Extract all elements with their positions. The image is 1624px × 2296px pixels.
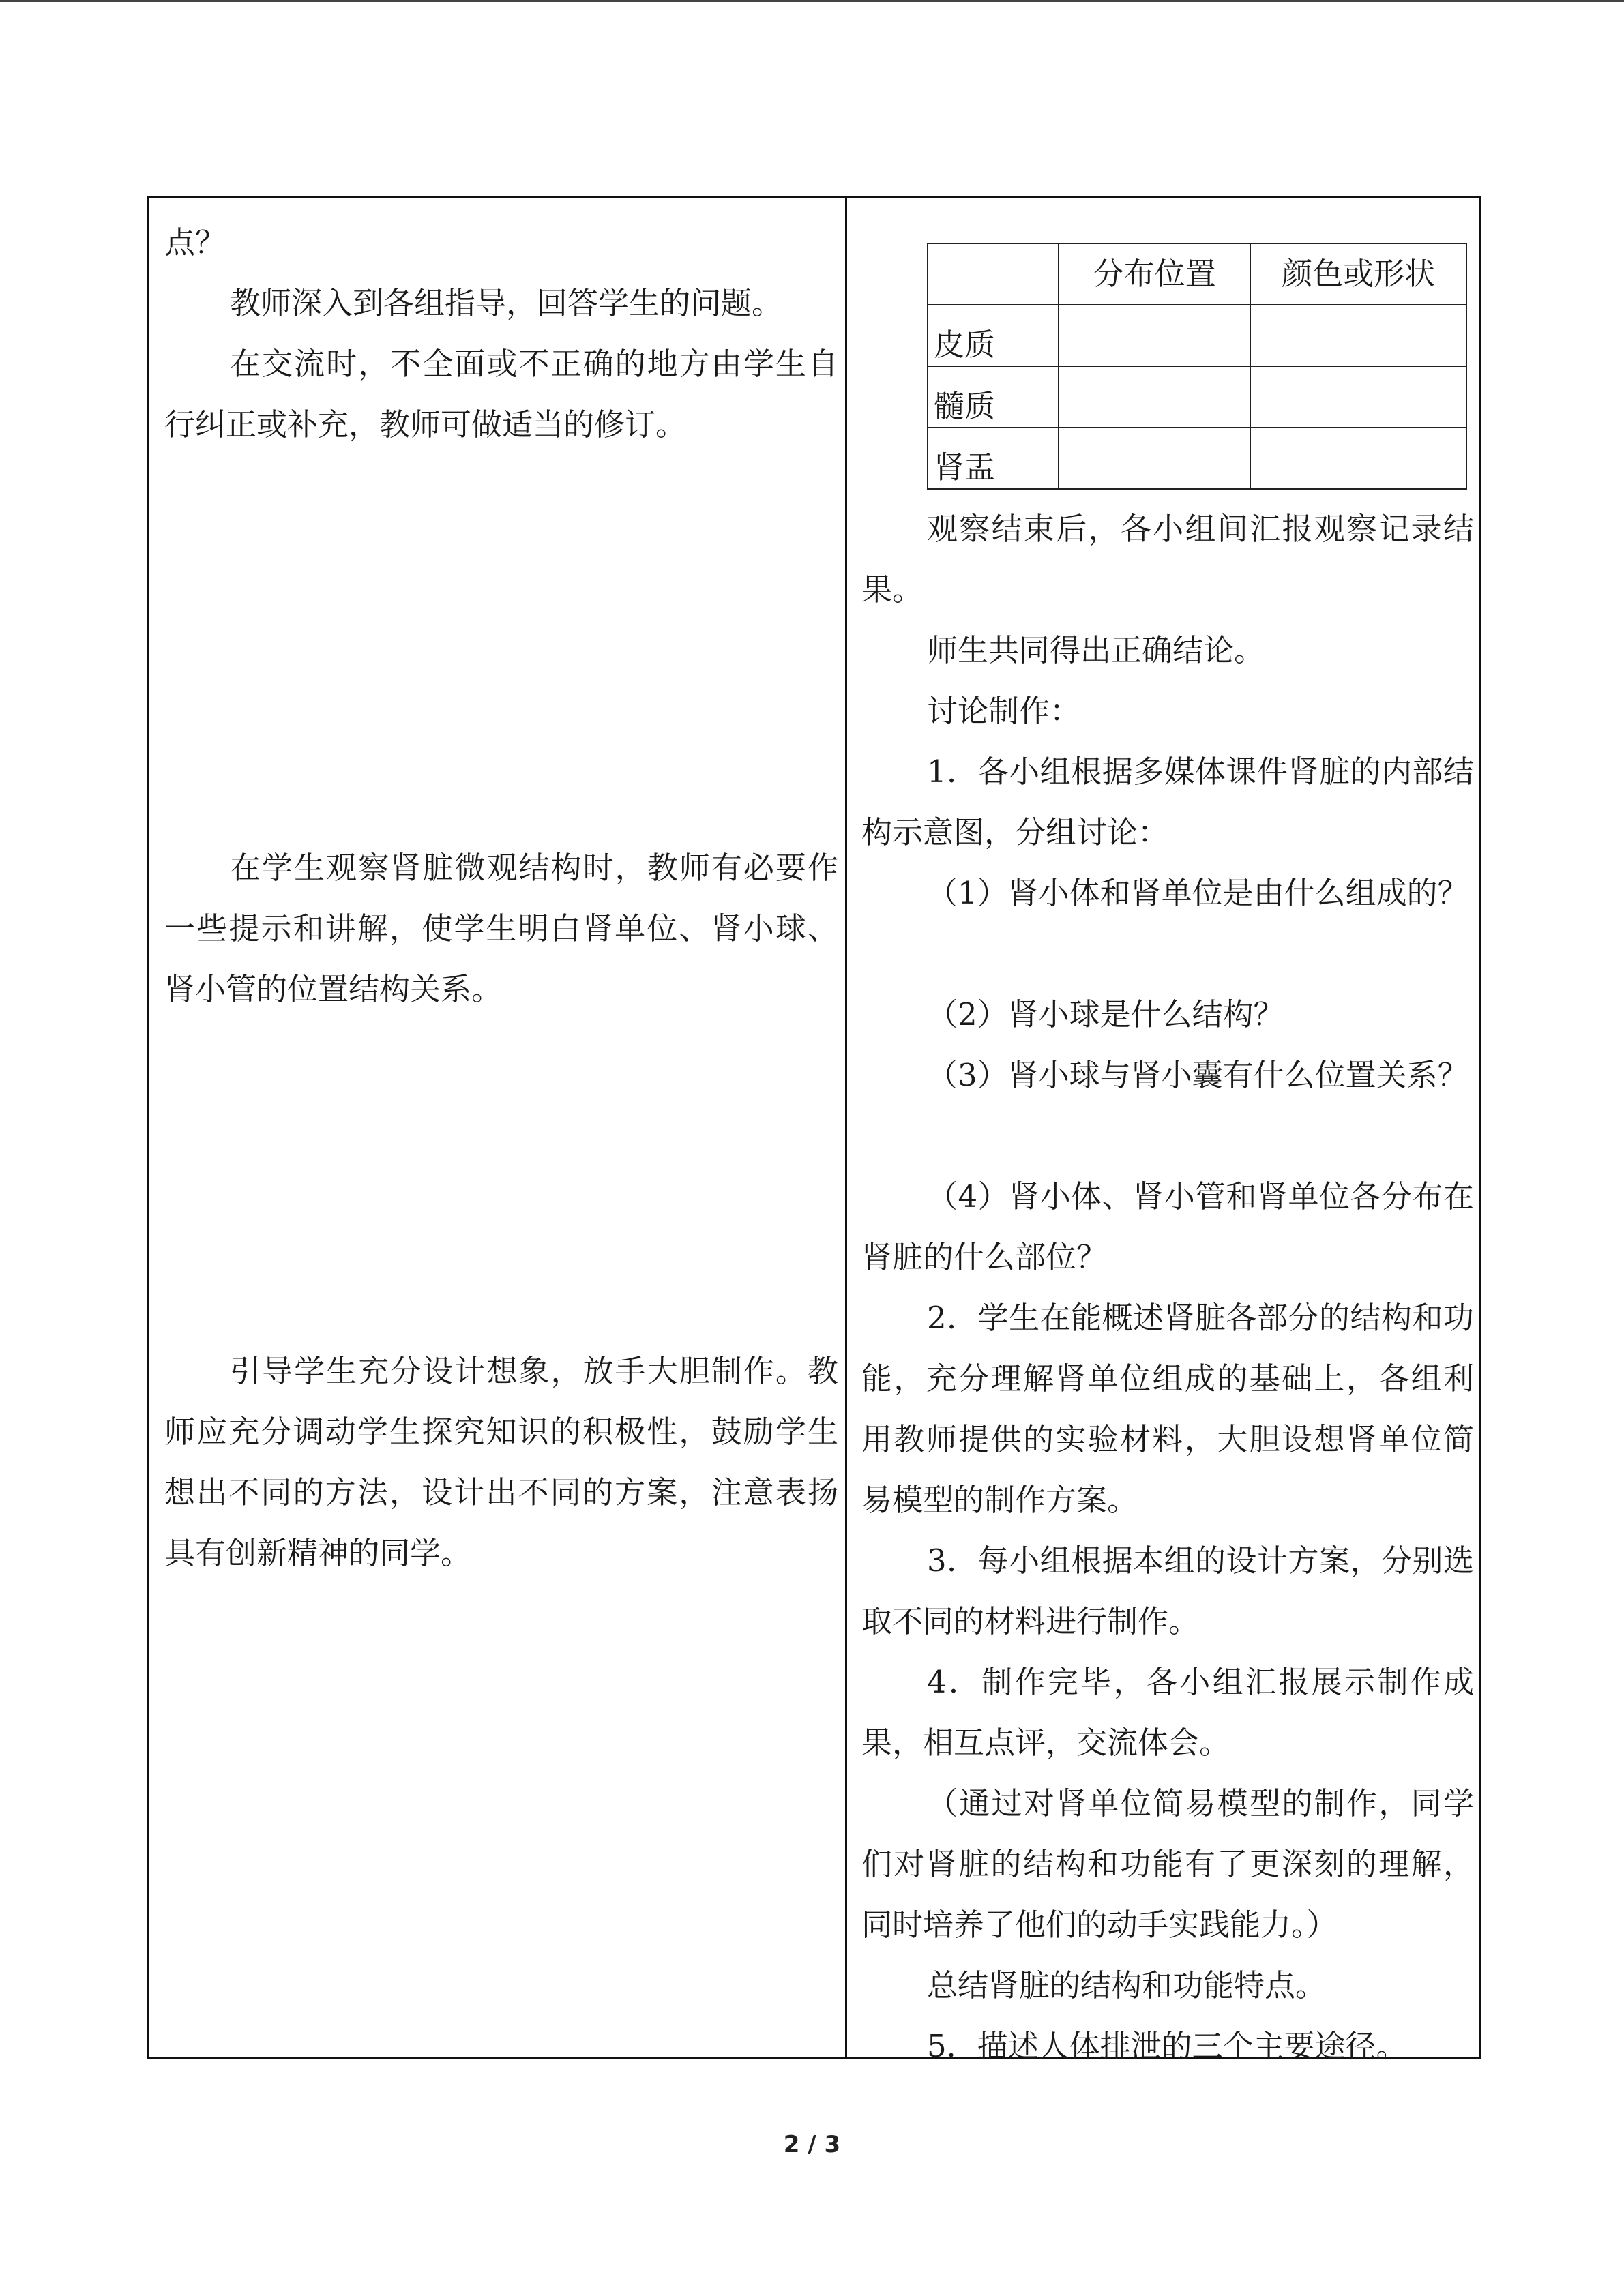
table-row: [928, 428, 1466, 489]
page-top-rule: [0, 0, 1624, 2]
left-paragraph-5: 引导学生充分设计想象，放手大胆制作。教师应充分调动学生探究知识的积极性，鼓励学生想出不同的方法，设计出不同的方案，注意表扬具有创新精神的同学。: [164, 1353, 838, 1571]
observation-cell-position: [1059, 366, 1250, 428]
left-paragraph-1: 点？: [164, 224, 226, 260]
observation-table: [927, 243, 1467, 490]
left-paragraph-3: 在交流时，不全面或不正确的地方由学生自行纠正或补充，教师可做适当的修订。: [164, 346, 838, 443]
observation-cell-position: [1059, 305, 1250, 366]
right-paragraph-10: 3．每小组根据本组的设计方案，分别选取不同的材料进行制作。: [861, 1542, 1474, 1639]
right-paragraph-14: 5．描述人体排泄的三个主要途径。: [927, 2028, 1407, 2064]
page-number: 2 / 3: [783, 2131, 841, 2158]
right-paragraph-8: （4）肾小体、肾小管和肾单位各分布在肾脏的什么部位？: [861, 1178, 1474, 1275]
right-paragraph-4: 1．各小组根据多媒体课件肾脏的内部结构示意图，分组讨论：: [861, 754, 1474, 850]
table-row: [928, 366, 1466, 428]
right-paragraph-1: 观察结束后，各小组间汇报观察记录结果。: [861, 511, 1474, 608]
right-paragraph-2: 师生共同得出正确结论。: [927, 632, 1265, 668]
lesson-table: [147, 196, 1481, 2064]
right-paragraph-12: （通过对肾单位简易模型的制作，同学们对肾脏的结构和功能有了更深刻的理解，同时培养了他们的动手实践能力。）: [861, 1785, 1474, 1943]
right-paragraph-7: （3）肾小球与肾小囊有什么位置关系？: [927, 1057, 1468, 1093]
student-activity-column: [861, 198, 1474, 2064]
observation-header-color: 颜色或形状: [1250, 243, 1466, 305]
column-divider: [845, 198, 847, 2057]
left-paragraph-4: 在学生观察肾脏微观结构时，教师有必要作一些提示和讲解，使学生明白肾单位、肾小球、肾小管的位置结构关系。: [164, 850, 838, 1007]
observation-header-position: 分布位置: [1059, 243, 1250, 305]
observation-row-label: 髓质: [928, 366, 1059, 428]
observation-cell-color: [1250, 428, 1466, 489]
right-paragraph-13: 总结肾脏的结构和功能特点。: [927, 1967, 1327, 2003]
right-paragraph-9: 2．学生在能概述肾脏各部分的结构和功能，充分理解肾单位组成的基础上，各组利用教师提供的实验材料，大胆设想肾单位简易模型的制作方案。: [861, 1300, 1474, 1518]
table-row: [928, 305, 1466, 366]
observation-header-blank: [928, 243, 1059, 305]
observation-cell-color: [1250, 305, 1466, 366]
right-paragraph-6: （2）肾小球是什么结构？: [927, 996, 1284, 1032]
observation-table-header-row: [928, 243, 1466, 305]
observation-cell-color: [1250, 366, 1466, 428]
right-paragraph-3: 讨论制作：: [927, 693, 1081, 729]
right-paragraph-11: 4．制作完毕，各小组汇报展示制作成果，相互点评，交流体会。: [861, 1664, 1474, 1761]
observation-row-label: 肾盂: [928, 428, 1059, 489]
teacher-activity-column: [164, 198, 838, 2057]
left-paragraph-2: 教师深入到各组指导，回答学生的问题。: [230, 285, 783, 321]
observation-cell-position: [1059, 428, 1250, 489]
observation-row-label: 皮质: [928, 305, 1059, 366]
right-paragraph-5: （1）肾小体和肾单位是由什么组成的？: [927, 875, 1468, 911]
